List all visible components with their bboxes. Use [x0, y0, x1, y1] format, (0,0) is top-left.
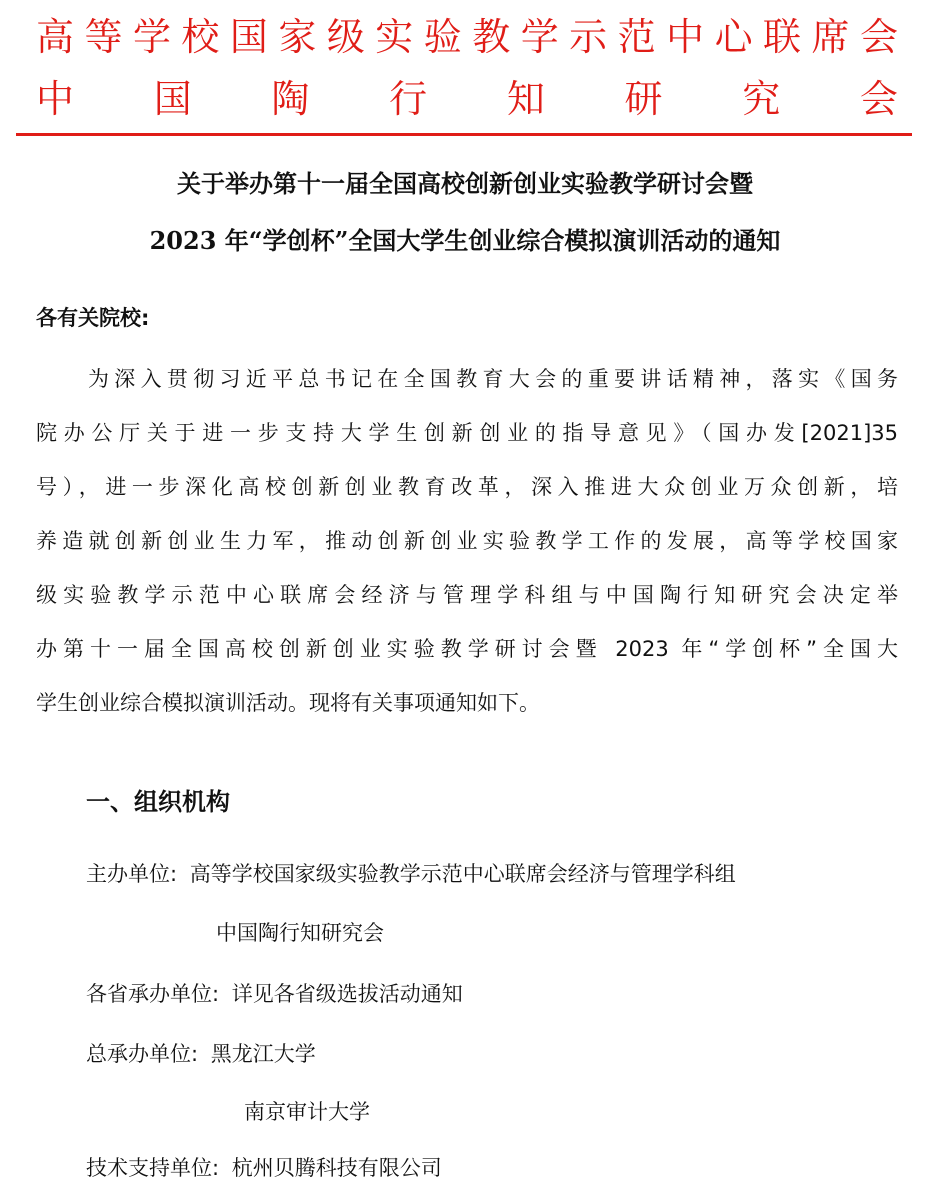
host-unit-value-2: 中国陶行知研究会 [216, 921, 384, 945]
document-title-line-1: 关于举办第十一届全国高校创新创业实验教学研讨会暨 [177, 169, 753, 198]
general-unit-label: 总承办单位: [86, 1042, 199, 1066]
paragraph-line: 养造就创新创业生力军，推动创新创业实验教学工作的发展，高等学校国家 [36, 529, 898, 553]
paragraph-line: 号），进一步深化高校创新创业教育改革，深入推进大众创业万众创新，培 [36, 475, 898, 499]
general-unit-value-2: 南京审计大学 [244, 1100, 370, 1124]
paragraph-line: 院办公厅关于进一步支持大学生创新创业的指导意见》（国办发[2021]35 [36, 421, 898, 445]
letterhead-line-2 [36, 76, 898, 122]
tech-support-value: 杭州贝腾科技有限公司 [231, 1156, 442, 1180]
provincial-unit-value: 详见各省级选拔活动通知 [231, 982, 463, 1006]
intro-paragraph [36, 352, 898, 730]
salutation: 各有关院校: [36, 306, 150, 330]
letterhead-divider [16, 133, 912, 136]
letterhead-char: 行 [389, 77, 428, 121]
letterhead-char: 会 [859, 77, 898, 121]
tech-support-row [86, 1152, 442, 1184]
letterhead-char: 陶 [271, 77, 310, 121]
letterhead-char: 中 [36, 77, 75, 121]
provincial-unit-row [86, 978, 463, 1010]
letterhead-char: 知 [506, 77, 545, 121]
provincial-unit-label: 各省承办单位: [86, 982, 220, 1006]
host-unit-value: 高等学校国家级实验教学示范中心联席会经济与管理学科组 [189, 862, 736, 886]
section-heading: 一、组织机构 [86, 788, 230, 816]
document-title-line-2: 2023 年“学创杯”全国大学生创业综合模拟演训活动的通知 [149, 226, 781, 255]
letterhead-char: 国 [153, 77, 192, 121]
general-unit-value: 黑龙江大学 [210, 1042, 316, 1066]
host-unit-label: 主办单位: [86, 862, 178, 886]
letterhead-char: 究 [742, 77, 781, 121]
host-unit-row [86, 858, 736, 890]
paragraph-line: 级实验教学示范中心联席会经济与管理学科组与中国陶行知研究会决定举 [36, 583, 898, 607]
general-unit-row [86, 1038, 316, 1070]
letterhead-line-1: 高等学校国家级实验教学示范中心联席会 [36, 15, 898, 59]
paragraph-line: 办第十一届全国高校创新创业实验教学研讨会暨 2023 年“学创杯”全国大 [36, 637, 898, 661]
letterhead-char: 研 [624, 77, 663, 121]
paragraph-line: 学生创业综合模拟演训活动。现将有关事项通知如下。 [36, 691, 540, 715]
paragraph-line: 为深入贯彻习近平总书记在全国教育大会的重要讲话精神，落实《国务 [88, 367, 898, 391]
tech-support-label: 技术支持单位: [86, 1156, 220, 1180]
